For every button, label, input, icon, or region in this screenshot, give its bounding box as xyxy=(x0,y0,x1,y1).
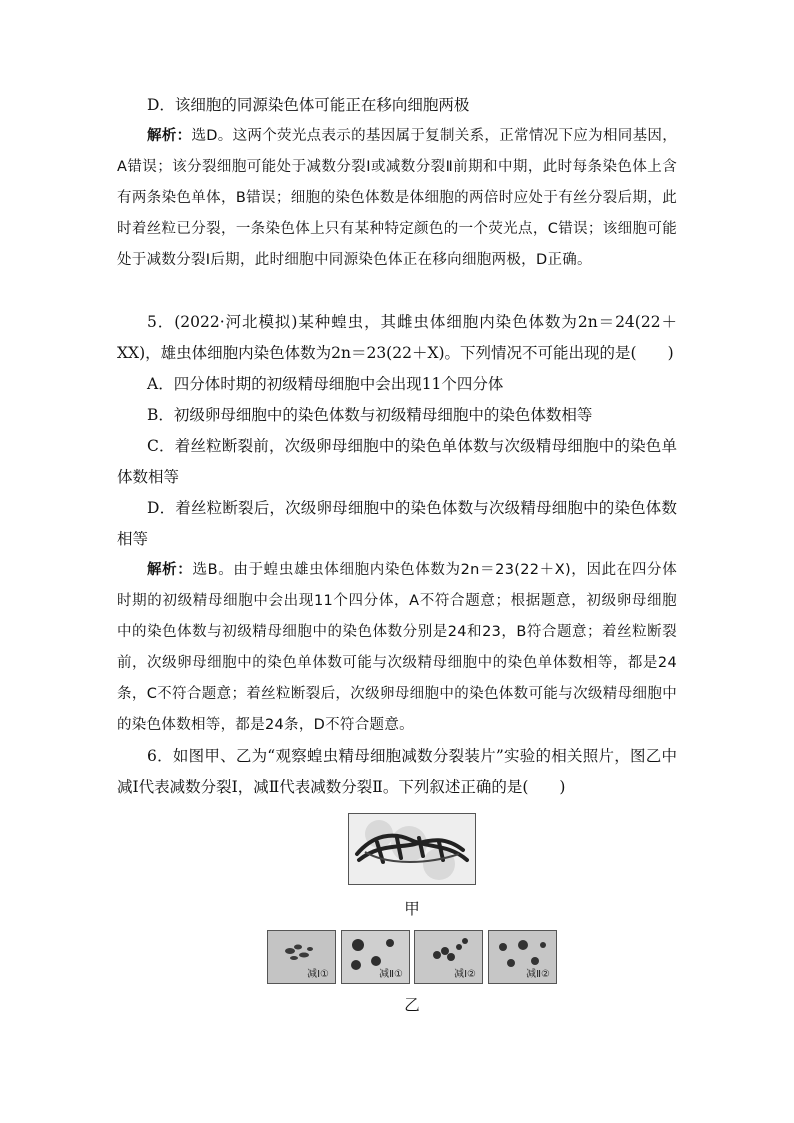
q5-analysis xyxy=(117,555,677,741)
analysis-text: 选B。由于蝗虫雄虫体细胞内染色体数为2n＝23(22＋X)，因此在四分体时期的初级精母细胞中会出现11个四分体，A不符合题意；根据题意，初级卵母细胞中的染色体数与初级精母细胞中的染色体数分别是24和23，B符合题意；着丝粒断裂前，次级卵母细胞中的染色单体数可能与次级精母细胞中的染色单体数相等，都是24条，C不符合题意；着丝粒断裂后，次级卵母细胞中的染色体数可能与次级精母细胞中的染色体数相等，都是24条，D不符合题意。 xyxy=(117,562,678,733)
q5-option-c: C．着丝粒断裂前，次级卵母细胞中的染色单体数与次级精母细胞中的染色单体数相等 xyxy=(117,437,677,486)
analysis-text: 选D。这两个荧光点表示的基因属于复制关系，正常情况下应为相同基因，A错误；该分裂细胞可能处于减数分裂Ⅰ或减数分裂Ⅱ前期和中期，此时每条染色体上含有两条染色单体，B错误；细胞的染色体数是体细胞的两倍时应处于有丝分裂后期，此时着丝粒已分裂，一条染色体上只有某种特定颜色的一个荧光点，C错误；该细胞可能处于减数分裂Ⅰ后期，此时细胞中同源染色体正在移向细胞两极，D正确。 xyxy=(117,128,678,268)
q6-stem: 6．如图甲、乙为“观察蝗虫精母细胞减数分裂装片”实验的相关照片，图乙中减Ⅰ代表减数分裂Ⅰ，减Ⅱ代表减数分裂Ⅱ。下列叙述正确的是( ) xyxy=(117,747,677,796)
figure-a-caption: 甲 xyxy=(404,900,420,918)
figure-a-photo xyxy=(348,813,476,885)
figure-b-caption: 乙 xyxy=(404,996,420,1014)
analysis-label: 解析： xyxy=(147,562,193,578)
q5-option-b: B．初级卵母细胞中的染色体数与初级精母细胞中的染色体数相等 xyxy=(147,406,593,424)
q5-stem: 5．(2022·河北模拟)某种蝗虫，其雌虫体细胞内染色体数为2n＝24(22＋XX)，雄虫体细胞内染色体数为2n＝23(22＋X)。下列情况不可能出现的是( ) xyxy=(117,313,677,362)
tile-label: 减Ⅰ② xyxy=(454,969,476,980)
q4-analysis xyxy=(117,121,677,276)
figure-b-tile xyxy=(488,930,557,984)
tile-label: 减Ⅱ② xyxy=(526,969,550,980)
q5-option-d: D．着丝粒断裂后，次级卵母细胞中的染色体数与次级精母细胞中的染色体数相等 xyxy=(117,499,677,548)
q4-option-d: D．该细胞的同源染色体可能正在移向细胞两极 xyxy=(147,96,470,114)
tile-label: 减Ⅱ① xyxy=(379,969,403,980)
figure-b-tile xyxy=(414,930,483,984)
figure-b-tile xyxy=(341,930,410,984)
tile-label: 减Ⅰ① xyxy=(307,969,329,980)
figure-b-photos xyxy=(267,930,557,984)
figure-b-tile xyxy=(267,930,336,984)
q5-option-a: A．四分体时期的初级精母细胞中会出现11个四分体 xyxy=(147,375,504,393)
analysis-label: 解析： xyxy=(147,128,192,144)
